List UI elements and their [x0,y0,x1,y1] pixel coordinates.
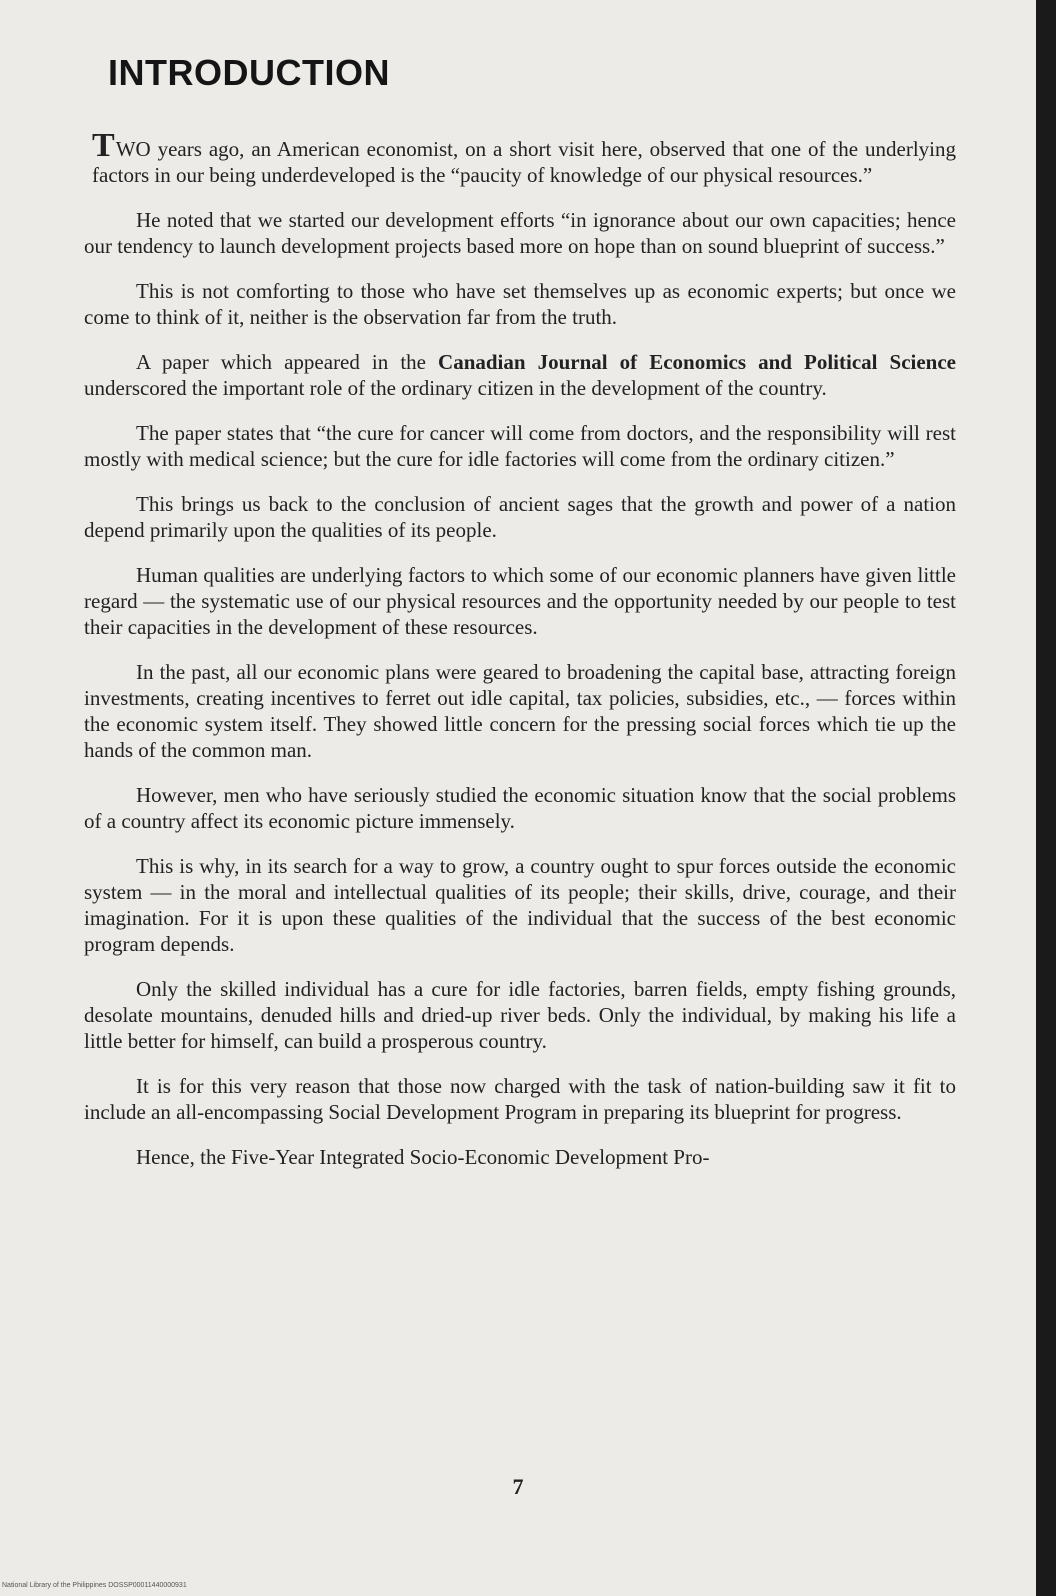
paragraph-1-text: WO years ago, an American economist, on a short visit here, observed that one of the underlying factors in our being underdeveloped is the “paucity of knowledge of our physical resources.” [92,137,956,187]
paragraph-7: Human qualities are underlying factors to which some of our economic planners have given little regard — the systematic use of our physical resources and the opportunity needed by our people to test their capacities in the development of these resources. [84,563,956,639]
paragraph-10: This is why, in its search for a way to grow, a country ought to spur forces outside the economic system — in the moral and intellectual qualities of its people; their skills, drive, courage, and their imagination. For it is upon these qualities of the individual that the success of the best economic program depends. [84,854,956,956]
paragraph-4-pre: A paper which appeared in the [136,350,439,374]
paragraph-4 [84,349,956,401]
paragraph-2: He noted that we started our development efforts “in ignorance about our own capacities; hence our tendency to launch development projects based more on hope than on sound blueprint of success.” [84,208,956,258]
paragraph-9: However, men who have seriously studied the economic situation know that the social problems of a country affect its economic picture immensely. [84,783,956,833]
page-title: INTRODUCTION [108,52,390,93]
footer-caption: National Library of the Philippines DOSSP00011440000931 [2,1582,187,1589]
drop-cap: T [92,127,115,164]
paragraph-3: This is not comforting to those who have set themselves up as economic experts; but once we come to think of it, neither is the observation far from the truth. [84,279,956,329]
paragraph-8: In the past, all our economic plans were geared to broadening the capital base, attracting foreign investments, creating incentives to ferret out idle capital, tax policies, subsidies, etc., — forces within the economic system itself. They showed little concern for the pressing social forces which tie up the hands of the common man. [84,660,956,762]
paragraph-11: Only the skilled individual has a cure for idle factories, barren fields, empty fishing grounds, desolate mountains, denuded hills and dried-up river beds. Only the individual, by making his life a little better for himself, can build a prosperous country. [84,977,956,1053]
paragraph-6: This brings us back to the conclusion of ancient sages that the growth and power of a nation depend primarily upon the qualities of its people. [84,492,956,542]
paragraph-12: It is for this very reason that those now charged with the task of nation-building saw it fit to include an all-encompassing Social Development Program in preparing its blueprint for progress. [84,1074,956,1124]
body-text [84,127,957,1189]
journal-title: Canadian Journal of Economics and Political Science [438,350,957,374]
paragraph-13: Hence, the Five-Year Integrated Socio-Economic Development Pro- [136,1145,710,1169]
page-number: 7 [512,1474,524,1499]
paragraph-1 [84,127,956,188]
paragraph-4-post: underscored the important role of the ordinary citizen in the development of the country. [84,376,827,400]
paragraph-5: The paper states that “the cure for cancer will come from doctors, and the responsibility will rest mostly with medical science; but the cure for idle factories will come from the ordinary citizen.” [84,421,956,471]
